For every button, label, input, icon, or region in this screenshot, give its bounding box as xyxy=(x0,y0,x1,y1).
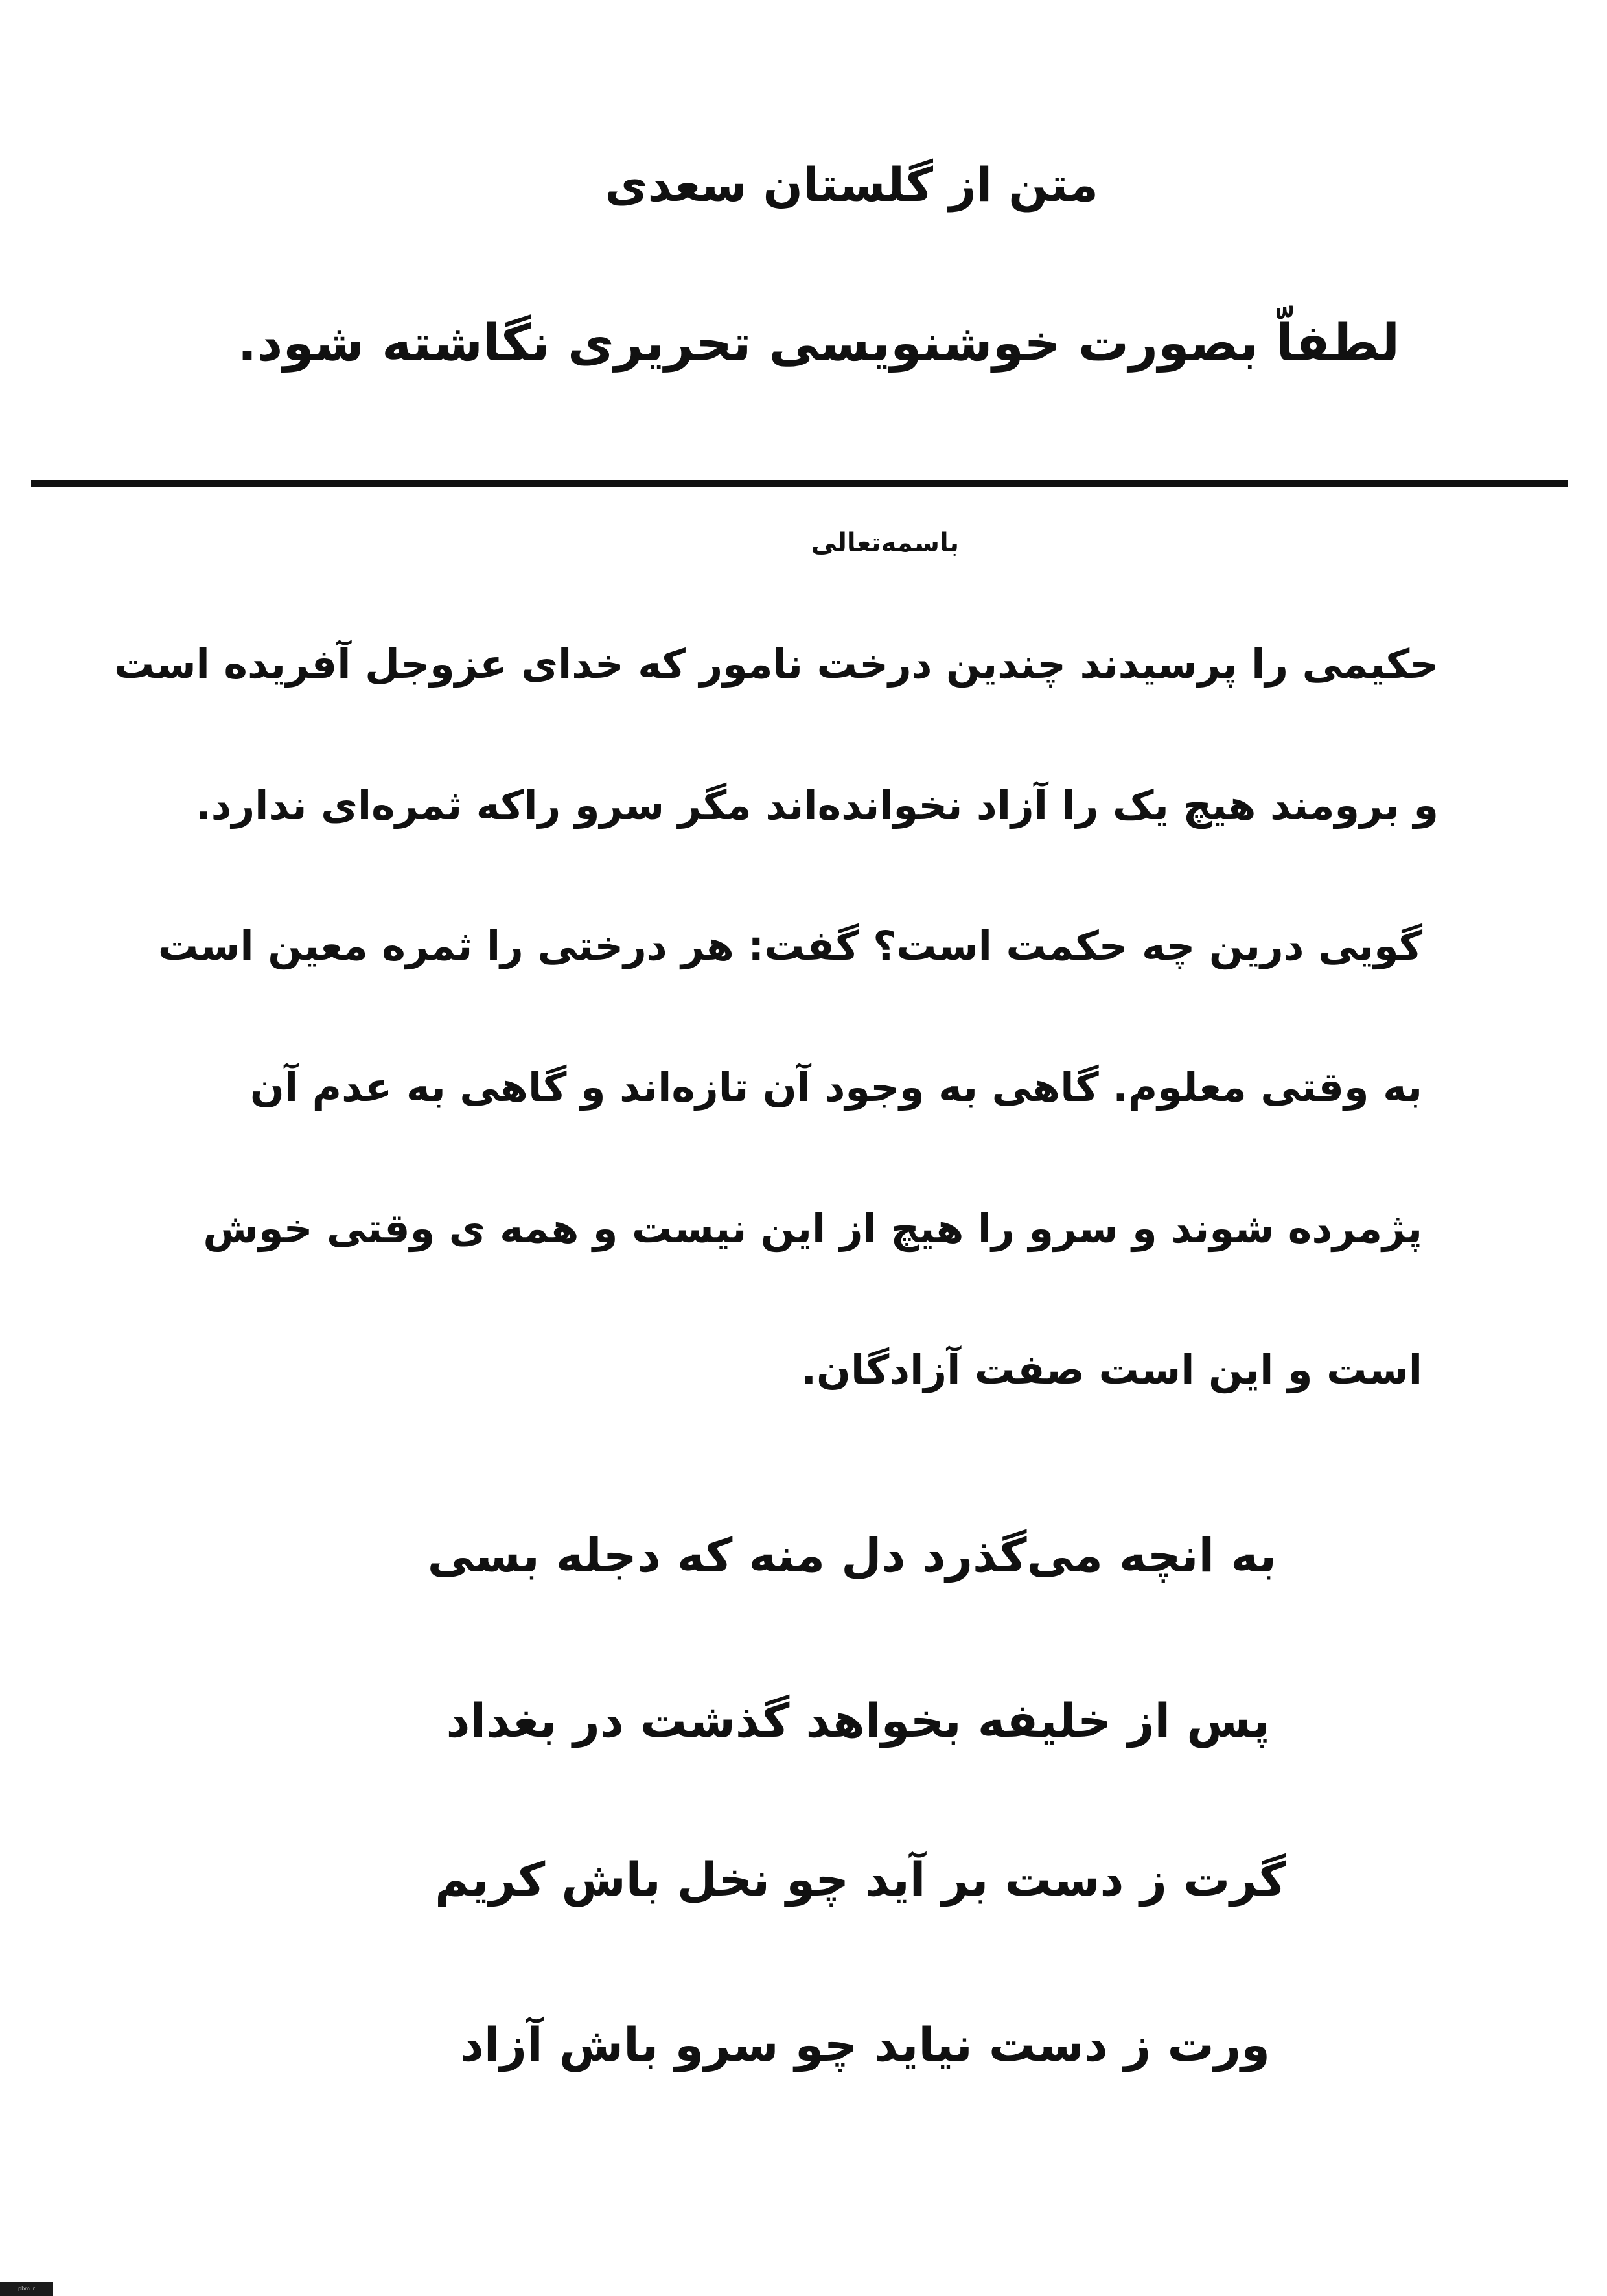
poem-verse: پس از خلیفه بخواهد گذشت در بغداد xyxy=(446,1693,1270,1748)
prose-line: است و این است صفت آزادگان. xyxy=(801,1346,1422,1393)
basmala-heading: باسمه‌تعالی xyxy=(811,528,959,558)
poem-verse: ورت ز دست نیاید چو سرو باش آزاد xyxy=(459,2017,1270,2072)
page-title: متن از گلستان سعدی xyxy=(605,157,1098,212)
horizontal-divider xyxy=(31,480,1568,487)
prose-line: و برومند هیچ یک را آزاد نخوانده‌اند مگر سرو راکه ثمره‌ای ندارد. xyxy=(196,782,1439,829)
prose-line: حکیمی را پرسیدند چندین درخت نامور که خدای عزوجل آفریده است xyxy=(113,640,1439,688)
prose-line: گویی درین چه حکمت است؟ گفت: هر درختی را ثمره معین است xyxy=(157,922,1422,969)
prose-line: پژمرده شوند و سرو را هیچ از این نیست و همه ی وقتی خوش xyxy=(203,1205,1422,1252)
footer-logo: pbm.ir xyxy=(0,2282,53,2296)
calligraphy-instruction: لطفاّ بصورت خوشنویسی تحریری نگاشته شود. xyxy=(237,314,1400,373)
prose-line: به وقتی معلوم. گاهی به وجود آن تازه‌اند و گاهی به عدم آن xyxy=(249,1063,1422,1111)
poem-verse: گرت ز دست بر آید چو نخل باش کریم xyxy=(435,1852,1286,1907)
poem-verse: به انچه می‌گذرد دل منه که دجله بسی xyxy=(427,1528,1277,1583)
